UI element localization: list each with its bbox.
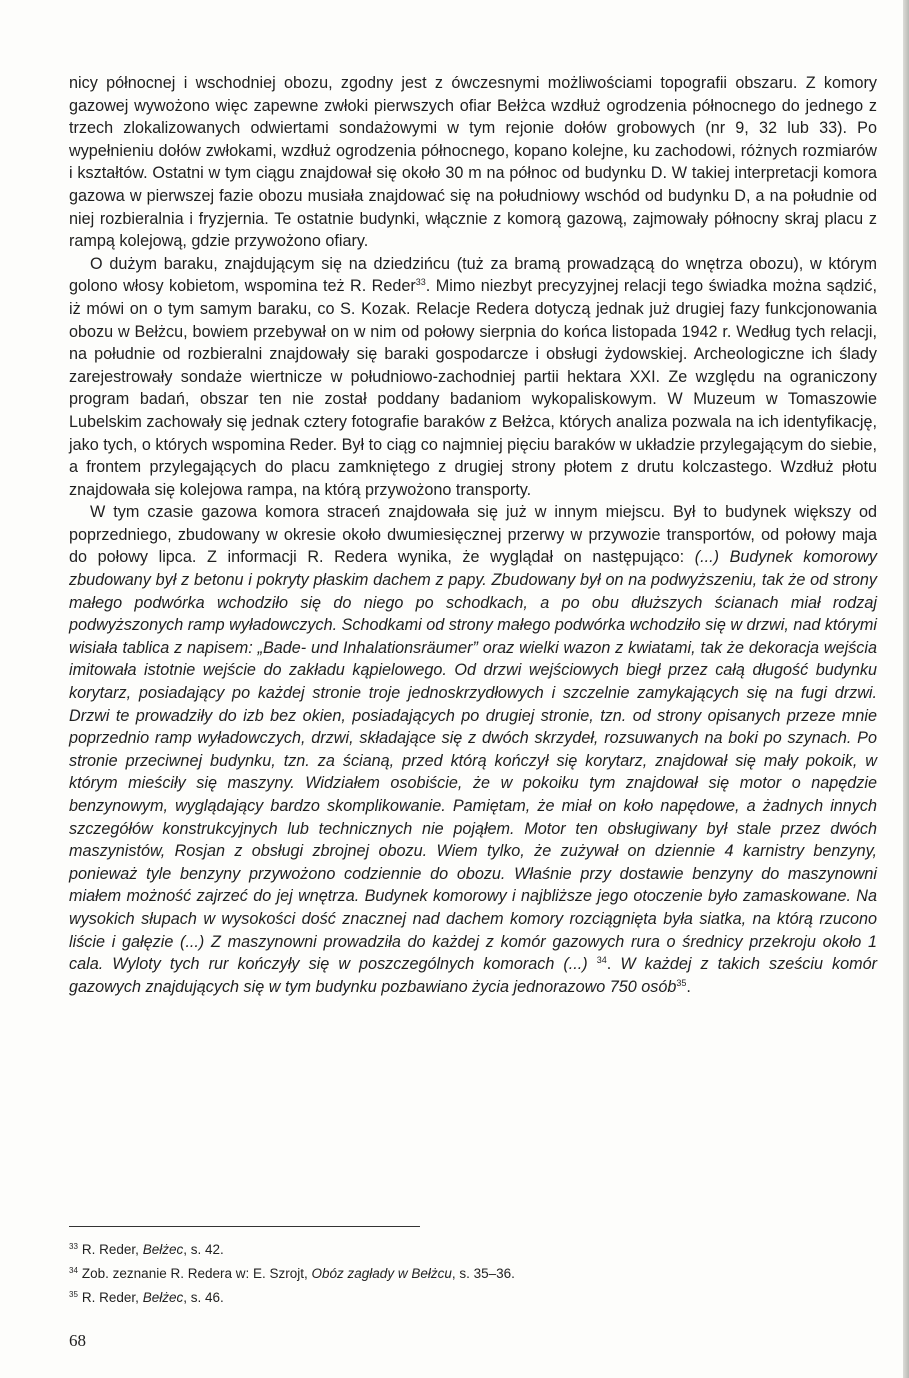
- footnote-number: 33: [69, 1242, 78, 1251]
- text-run: nicy północnej i wschodniej obozu, zgodny jest z ówczesnymi możliwościami topografii obszaru. Z komory gazowej wywożono więc zapewne zwłoki pierwszych ofiar Bełżca wzdłuż ogrodzenia północnego do jednego z trzech zlokalizowanych odwiertami sondażowymi w tym rejonie dołów grobowych (nr 9, 32 lub 33). Po wypełnieniu dołów zwłokami, wzdłuż ogrodzenia północnego, kopano kolejne, ku zachodowi, różnych rozmiarów i kształtów. Ostatni w tym ciągu znajdował się około 30 m na północ od budynku D. W takiej interpretacji komora gazowa w pierwszej fazie obozu musiała znajdować się na południowy wschód od budynku D, a na południe od niej rozbieralnia i fryzjernia. Te ostatnie budynki, włącznie z komorą gazową, zajmowały północny skraj placu z rampą kolejową, gdzie przywożono ofiary.: [69, 74, 877, 251]
- body-text: [69, 72, 877, 998]
- page-number: 68: [69, 1331, 86, 1350]
- text-run: R. Reder,: [81, 1242, 143, 1257]
- text-run: .: [606, 955, 621, 974]
- text-run: , s. 42.: [183, 1242, 224, 1257]
- italic-text: Bełżec: [142, 1290, 184, 1305]
- footnote: [69, 1283, 877, 1307]
- paragraph: [69, 501, 877, 998]
- text-run: R. Reder,: [81, 1290, 143, 1305]
- text-run: [588, 955, 597, 973]
- page-edge-shadow: [903, 0, 909, 1378]
- footnote-separator: [69, 1226, 420, 1227]
- footnote: [69, 1259, 877, 1283]
- footnote-number: 35: [69, 1290, 78, 1299]
- italic-text: W każdej z takich sześciu komór gazowych znajdujących się w tym budynku pozbawiano życia jednorazowo 750 osób: [69, 955, 878, 996]
- footnotes: [69, 1235, 877, 1307]
- paragraph: [69, 253, 877, 502]
- text-run: .: [686, 977, 691, 996]
- footnote: [69, 1235, 877, 1259]
- text-run: W tym czasie gazowa komora straceń znajdowała się już w innym miejscu. Był to budynek większy od poprzedniego, zbudowany w okresie około dwumiesięcznej przerwy w przywozie transportów, od połowy maja do połowy lipca. Z informacji R. Redera wynika, że wyglądał on następująco:: [69, 503, 877, 567]
- italic-text: (...) Budynek komorowy zbudowany był z betonu i pokryty płaskim dachem z papy. Zbudowany był on na podwyższeniu, tak że od strony małego podwórka wchodziło się do niego po schodkach, a po obu dłuższych ścianach miał rodzaj podwyższonych ramp wyładowczych. Schodkami od strony małego podwórka wchodziło się w drzwi, nad którymi wisiała tablica z napisem: „Bade- und Inhalationsräumer” oraz wielki wazon z kwiatami, tak że dekoracja wejścia imitowała istotnie wejście do zakładu kąpielowego. Od drzwi wejściowych biegł przez całą długość budynku korytarz, posiadający po każdej stronie troje jednoskrzydłowych i szczelnie zamykających się na fugi drzwi. Drzwi te prowadziły do izb bez okien, posiadających po drugiej stronie, tzn. od strony opisanych przeze mnie poprzednio ramp wyładowczych, drzwi, składające się z dwóch skrzydeł, rozsuwanych na boki po szynach. Po stronie przeciwnej budynku, tzn. za ścianą, przed którą kończył się korytarz, znajdował się mały pokoik, w którym mieściły się maszyny. Widziałem osobiście, że w pokoiku tym znajdował się motor o napędzie benzynowym, wyglądający bardzo skomplikowanie. Pamiętam, że miał on koło napędowe, a żadnych innych szczegółów konstrukcyjnych lub technicznych nie pojąłem. Motor ten obsługiwany był stale przez dwóch maszynistów, Rosjan z obsługi zbrojnej obozu. Wiem tylko, że zużywał on dziennie 4 karnistry benzyny, ponieważ tyle benzyny przywożono codziennie do obozu. Właśnie przy dostawie benzyny do maszynowni miałem możność zajrzeć do jej wnętrza. Budynek komorowy i najbliższe jego otoczenie było zamaskowane. Na wysokich słupach w wysokości dość znacznej nad dachem komory rozciągnięta była siatka, na którą rzucono liście i gałęzie (...) Z maszynowni prowadziła do każdej z komór gazowych rura o średnicy przekroju około 1 cala. Wyloty tych rur kończyły się w poszczególnych komorach (...): [69, 548, 877, 974]
- italic-text: Obóz zagłady w Bełżcu: [311, 1266, 452, 1281]
- paragraph: [69, 72, 877, 253]
- text-run: O dużym baraku, znajdującym się na dziedzińcu (tuż za bramą prowadzącą do wnętrza obozu), w którym golono włosy kobietom, wspomina też R. Reder: [69, 254, 877, 296]
- text-run: , s. 35–36.: [451, 1266, 515, 1281]
- footnote-number: 34: [69, 1266, 78, 1275]
- text-run: Zob. zeznanie R. Redera w: E. Szrojt,: [81, 1266, 312, 1281]
- footnote-ref: 33: [415, 277, 426, 288]
- text-run: . Mimo niezbyt precyzyjnej relacji tego świadka można sądzić, iż mówi on o tym samym baraku, co S. Kozak. Relacje Redera dotyczą jednak już drugiej fazy funkcjonowania obozu w Bełżcu, bowiem przebywał on w nim od połowy sierpnia do końca listopada 1942 r. Według tych relacji, na południe od rozbieralni znajdowały się baraki gospodarcze i obsługi żydowskiej. Archeologiczne ich ślady zarejestrowały sondaże wiertnicze w południowo-zachodniej partii hektara XXI. Ze względu na ograniczony program badań, obszar ten nie został poddany badaniom wykopaliskowym. W Muzeum w Tomaszowie Lubelskim zachowały się jednak cztery fotografie baraków z Bełżca, których analiza pozwala na ich identyfikację, jako tych, o których wspomina Reder. Był to ciąg co najmniej pięciu baraków w układzie przylegającym do siebie, a frontem przylegających do placu zamkniętego z drugiej strony płotem z drutu kolczastego. Wzdłuż płotu znajdowała się kolejowa rampa, na którą przywożono transporty.: [69, 277, 877, 499]
- footnote-ref: 34: [596, 955, 607, 966]
- text-run: , s. 46.: [183, 1290, 224, 1305]
- italic-text: Bełżec: [142, 1242, 184, 1257]
- footnote-ref: 35: [676, 977, 687, 988]
